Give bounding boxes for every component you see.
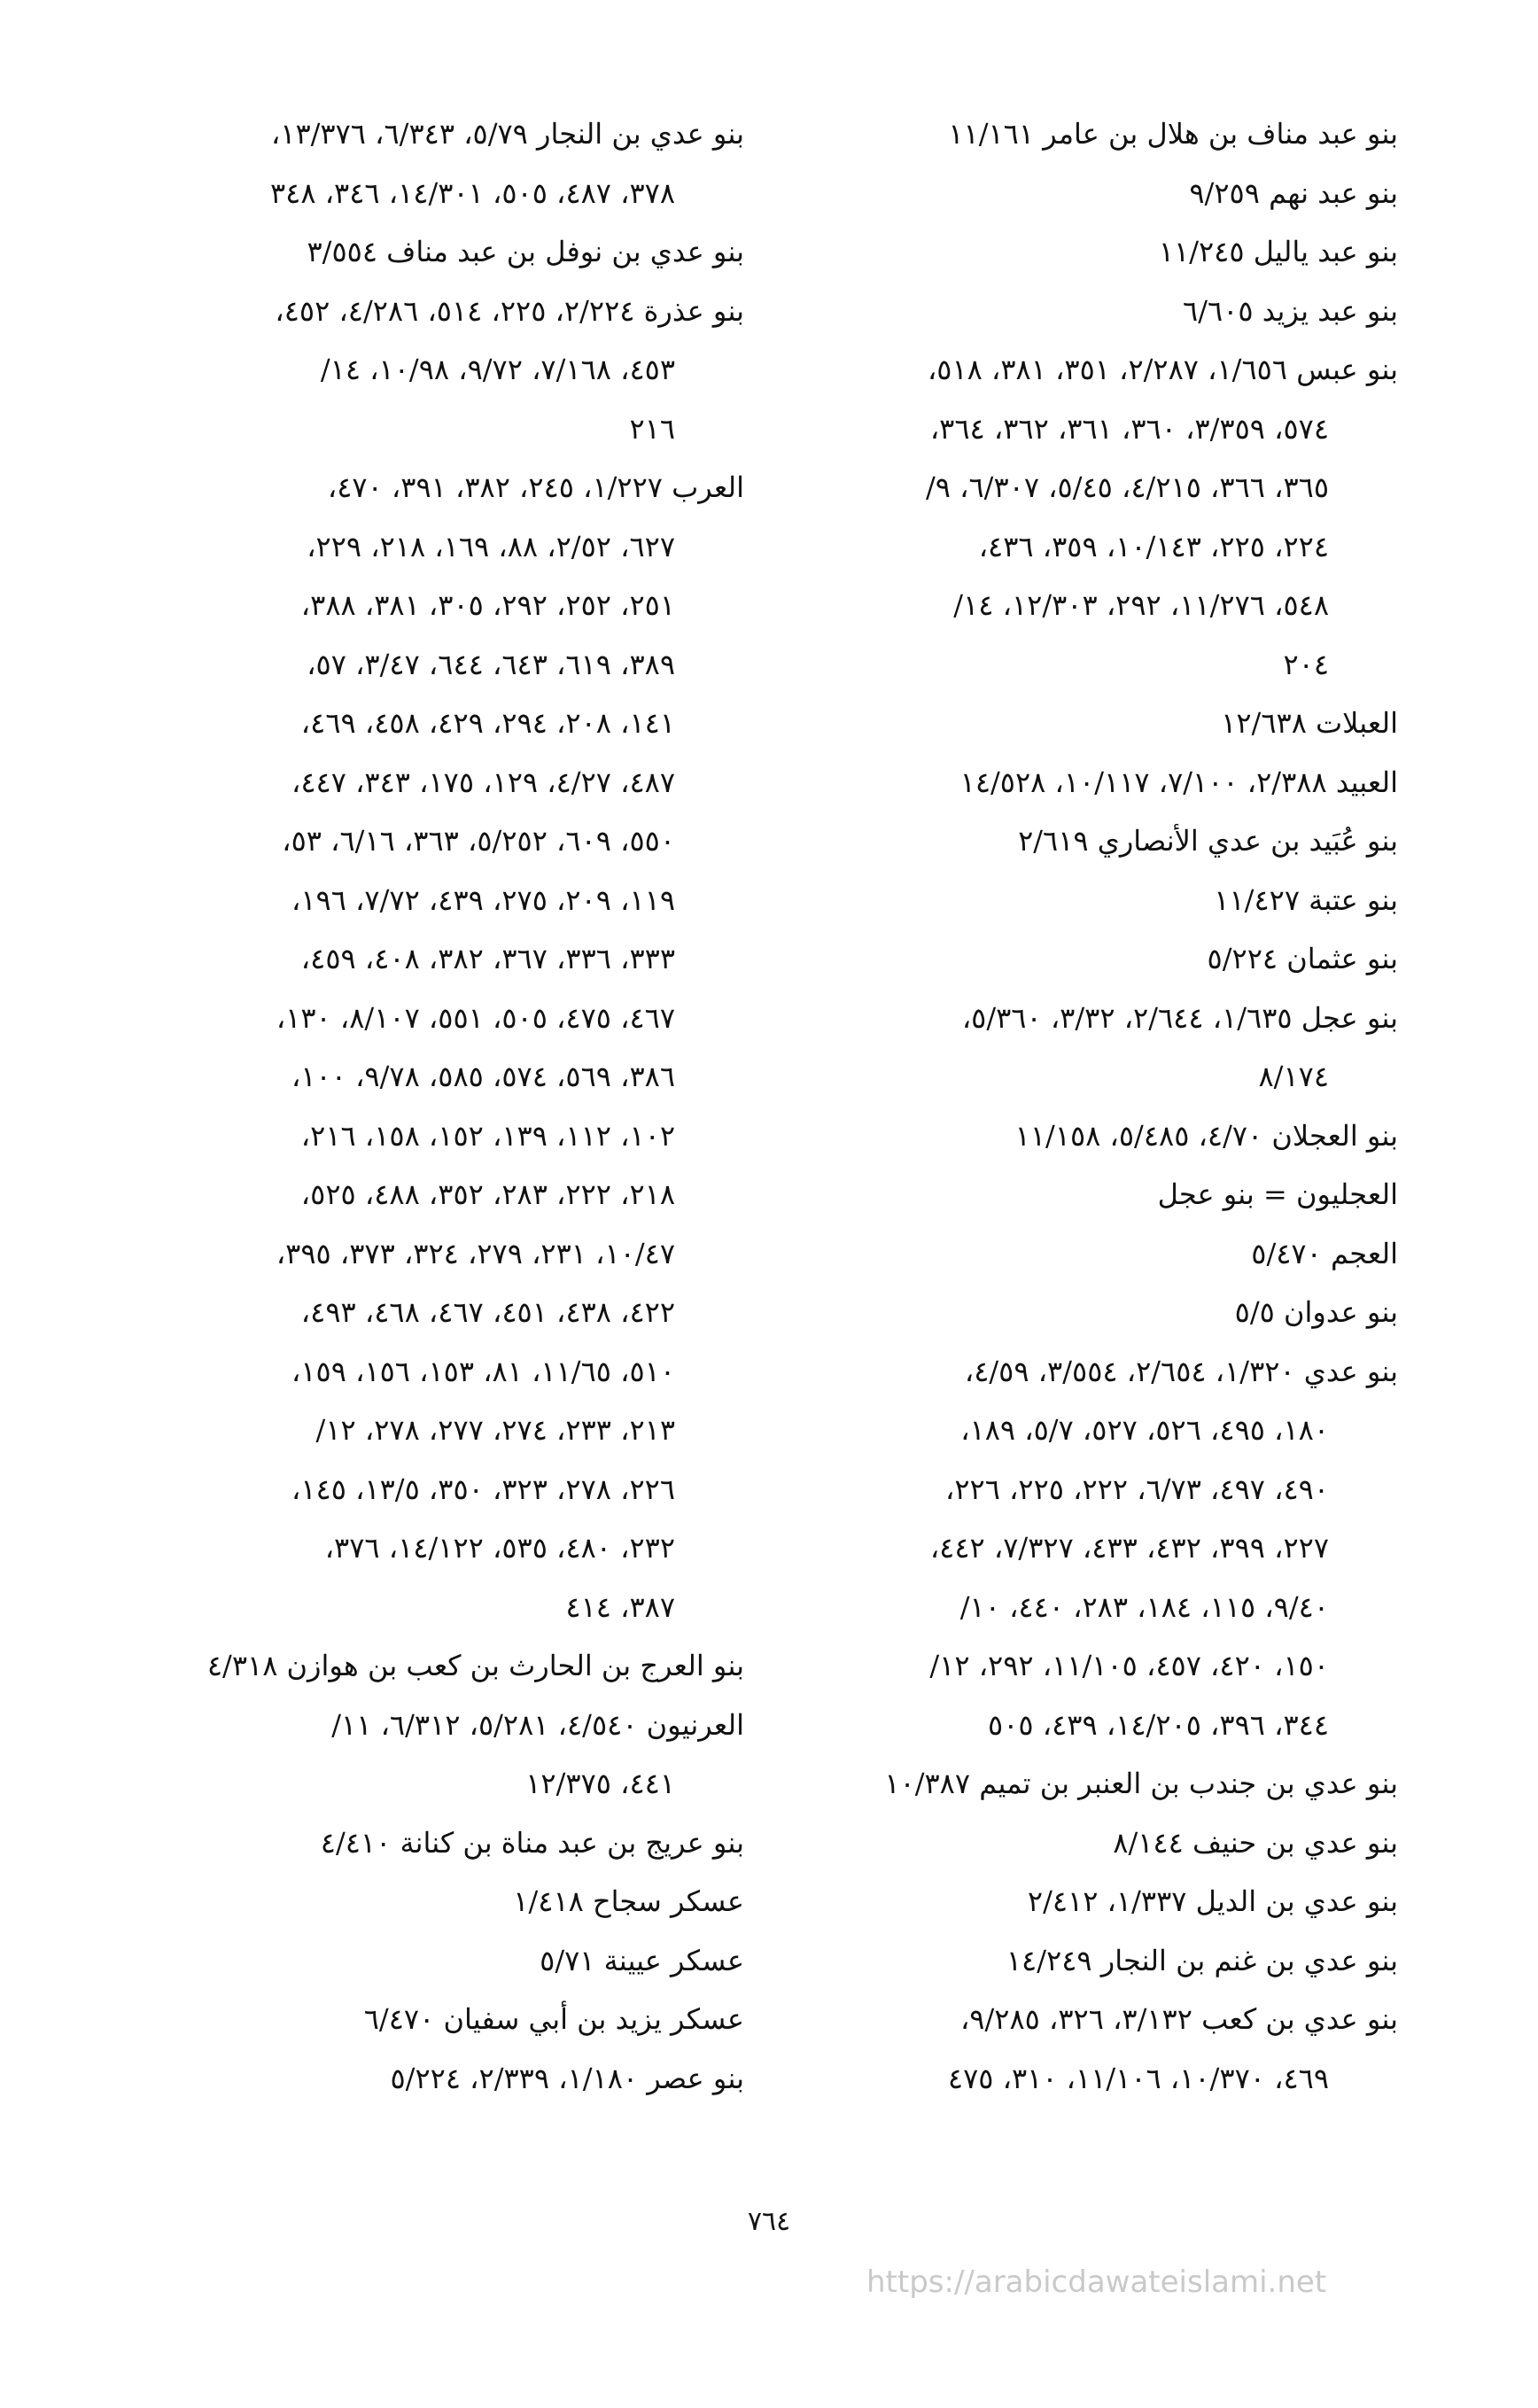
index-entry: العبلات ١٢/٦٣٨: [1221, 706, 1398, 740]
index-continuation-line: ٣٧٨، ٤٨٧، ٥٠٥، ١٤/٣٠١، ٣٤٦، ٣٤٨: [269, 175, 675, 210]
index-continuation-line: ٥١٠، ١١/٦٥، ٨١، ١٥٣، ١٥٦، ١٥٩،: [291, 1354, 675, 1388]
index-entry: بنو عدي بن نوفل بن عبد مناف ٣/٥٥٤: [307, 235, 744, 268]
index-entry: بنو عدي بن حنيف ٨/١٤٤: [1113, 1825, 1398, 1860]
index-entry: بنو عدي بن النجار ٥/٧٩، ٦/٣٤٣، ١٣/٣٧٦،: [270, 117, 744, 151]
index-entry: العبيد ٢/٣٨٨، ٧/١٠٠، ١٠/١١٧، ١٤/٥٢٨: [959, 765, 1398, 799]
index-entry: بنو عدوان ٥/٥: [1234, 1295, 1398, 1329]
index-entry: بنو عدي بن جندب بن العنبر بن تميم ١٠/٣٨٧: [884, 1767, 1398, 1800]
watermark-url: https://arabicdawateislami.net: [866, 2264, 1327, 2300]
index-column-right: [822, 105, 1398, 2108]
index-continuation-line: ٢٢٧، ٣٩٩، ٤٣٢، ٤٣٣، ٧/٣٢٧، ٤٤٢،: [929, 1531, 1329, 1565]
index-continuation-line: ١٥٠، ٤٢٠، ٤٥٧، ١١/١٠٥، ٢٩٢، ١٢/: [929, 1649, 1329, 1682]
index-continuation-line: ٤٦٧، ٤٧٥، ٥٠٥، ٥٥١، ٨/١٠٧، ١٣٠،: [276, 1000, 675, 1035]
index-entry: بنو عدي بن غنم بن النجار ١٤/٢٤٩: [1006, 1943, 1398, 1977]
index-entry: عسكر يزيد بن أبي سفيان ٦/٤٧٠: [363, 2002, 744, 2036]
index-entry: بنو عثمان ٥/٢٢٤: [1207, 942, 1398, 975]
index-entry: بنو عبس ١/٦٥٦، ٢/٢٨٧، ٣٥١، ٣٨١، ٥١٨،: [927, 353, 1398, 386]
index-entry: بنو عُبَيد بن عدي الأنصاري ٢/٦١٩: [1018, 824, 1398, 858]
index-continuation-line: ٤٩٠، ٤٩٧، ٦/٧٣، ٢٢٢، ٢٢٥، ٢٢٦،: [945, 1472, 1329, 1506]
index-entry: بنو عريج بن عبد مناة بن كنانة ٤/٤١٠: [320, 1825, 744, 1860]
index-continuation-line: ٢٢٤، ٢٢٥، ١٠/١٤٣، ٣٥٩، ٤٣٦،: [978, 529, 1329, 563]
index-entry: بنو عدي بن كعب ٣/١٣٢، ٣٢٦، ٩/٢٨٥،: [959, 2002, 1398, 2036]
index-continuation-line: ٣٦٥، ٣٦٦، ٤/٢١٥، ٥/٤٥، ٦/٣٠٧، ٩/: [926, 470, 1329, 504]
index-entry: بنو عتبة ١١/٤٢٧: [1214, 882, 1398, 917]
index-entry: بنو عدي بن الديل ١/٣٣٧، ٢/٤١٢: [1027, 1884, 1398, 1918]
index-continuation-line: ٤٨٧، ٤/٢٧، ١٢٩، ١٧٥، ٣٤٣، ٤٤٧،: [291, 765, 675, 799]
index-entry: بنو عبد ياليل ١١/٢٤٥: [1158, 235, 1398, 268]
index-continuation-line: ٣٤٤، ٣٩٦، ١٤/٢٠٥، ٤٣٩، ٥٠٥: [988, 1707, 1329, 1742]
index-continuation-line: ١٨٠، ٤٩٥، ٥٢٦، ٥٢٧، ٥/٧، ١٨٩،: [960, 1413, 1329, 1447]
index-continuation-line: ٤٥٣، ٧/١٦٨، ٩/٧٢، ١٠/٩٨، ١٤/: [320, 353, 675, 386]
index-entry: بنو عجل ١/٦٣٥، ٢/٦٤٤، ٣/٣٢، ٥/٣٦٠،: [961, 1000, 1398, 1035]
index-continuation-line: ٩/٤٠، ١١٥، ١٨٤، ٢٨٣، ٤٤٠، ١٠/: [959, 1589, 1329, 1624]
index-continuation-line: ٢١٦: [629, 411, 675, 446]
index-entry: بنو العجلان ٤/٧٠، ٥/٤٨٥، ١١/١٥٨: [1014, 1118, 1398, 1153]
index-continuation-line: ٢٥١، ٢٥٢، ٢٩٢، ٣٠٥، ٣٨١، ٣٨٨،: [300, 588, 675, 622]
index-entry: عسكر عيينة ٥/٧١: [540, 1943, 744, 1977]
page-number: ٧٦٤: [747, 2206, 791, 2237]
index-continuation-line: ٥٤٨، ١١/٢٧٦، ٢٩٢، ١٢/٣٠٣، ١٤/: [953, 588, 1329, 622]
index-continuation-line: ٥٥٠، ٦٠٩، ٥/٢٥٢، ٣٦٣، ٦/١٦، ٥٣،: [282, 824, 675, 858]
index-continuation-line: ٢١٨، ٢٢٢، ٢٨٣، ٣٥٢، ٤٨٨، ٥٢٥،: [300, 1177, 675, 1211]
index-entry: بنو عدي ١/٣٢٠، ٢/٦٥٤، ٣/٥٥٤، ٤/٥٩،: [964, 1354, 1398, 1388]
index-continuation-line: ١١٩، ٢٠٩، ٢٧٥، ٤٣٩، ٧/٧٢، ١٩٦،: [291, 882, 675, 917]
index-continuation-line: ٣٨٦، ٥٦٩، ٥٧٤، ٥٨٥، ٩/٧٨، ١٠٠،: [291, 1060, 675, 1093]
index-continuation-line: ٤٦٩، ١٠/٣٧٠، ١١/١٠٦، ٣١٠، ٤٧٥: [947, 2061, 1329, 2095]
index-continuation-line: ٥٧٤، ٣/٣٥٩، ٣٦٠، ٣٦١، ٣٦٢، ٣٦٤،: [929, 411, 1329, 446]
index-continuation-line: ١٠/٤٧، ٢٣١، ٢٧٩، ٣٢٤، ٣٧٣، ٣٩٥،: [276, 1236, 675, 1270]
index-entry: بنو العرج بن الحارث بن كعب بن هوازن ٤/٣١٨: [206, 1649, 744, 1682]
index-continuation-line: ٣٨٩، ٦١٩، ٦٤٣، ٦٤٤، ٣/٤٧، ٥٧،: [307, 647, 675, 681]
index-entry: عسكر سجاح ١/٤١٨: [513, 1884, 744, 1918]
index-continuation-line: ١٠٢، ١١٢، ١٣٩، ١٥٢، ١٥٨، ٢١٦،: [300, 1118, 675, 1153]
index-continuation-line: ٦٢٧، ٢/٥٢، ٨٨، ١٦٩، ٢١٨، ٢٢٩،: [307, 529, 675, 563]
index-entry: العرنيون ٤/٥٤٠، ٥/٢٨١، ٦/٣١٢، ١١/: [331, 1707, 744, 1742]
index-continuation-line: ٢٢٦، ٢٧٨، ٣٢٣، ٣٥٠، ١٣/٥، ١٤٥،: [291, 1472, 675, 1506]
index-continuation-line: ٤٤١، ١٢/٣٧٥: [525, 1767, 675, 1800]
index-continuation-line: ٢٠٤: [1283, 647, 1329, 681]
index-column-left: [124, 105, 744, 2108]
index-entry: بنو عذرة ٢/٢٢٤، ٢٢٥، ٥١٤، ٤/٢٨٦، ٤٥٢،: [275, 293, 744, 328]
index-continuation-line: ٣٨٧، ٤١٤: [565, 1589, 675, 1624]
index-entry: بنو عصر ١/١٨٠، ٢/٣٣٩، ٥/٢٢٤: [390, 2061, 744, 2095]
index-entry: بنو عبد نهم ٩/٢٥٩: [1189, 175, 1398, 210]
index-continuation-line: ١٤١، ٢٠٨، ٢٩٤، ٤٢٩، ٤٥٨، ٤٦٩،: [300, 706, 675, 740]
index-continuation-line: ٣٣٣، ٣٣٦، ٣٦٧، ٣٨٢، ٤٠٨، ٤٥٩،: [300, 942, 675, 975]
index-entry: العجم ٥/٤٧٠: [1251, 1236, 1398, 1270]
index-entry: بنو عبد مناف بن هلال بن عامر ١١/١٦١: [948, 117, 1398, 151]
index-continuation-line: ٤٢٢، ٤٣٨، ٤٥١، ٤٦٧، ٤٦٨، ٤٩٣،: [300, 1295, 675, 1329]
index-entry: العجليون = بنو عجل: [1157, 1177, 1398, 1211]
index-continuation-line: ٨/١٧٤: [1258, 1060, 1329, 1093]
index-entry: بنو عبد يزيد ٦/٦٠٥: [1183, 293, 1398, 328]
index-entry: العرب ١/٢٢٧، ٢٤٥، ٣٨٢، ٣٩١، ٤٧٠،: [327, 470, 744, 504]
index-continuation-line: ٢٣٢، ٤٨٠، ٥٣٥، ١٤/١٢٢، ٣٧٦،: [324, 1531, 675, 1565]
index-continuation-line: ٢١٣، ٢٣٣، ٢٧٤، ٢٧٧، ٢٧٨، ١٢/: [315, 1413, 675, 1447]
